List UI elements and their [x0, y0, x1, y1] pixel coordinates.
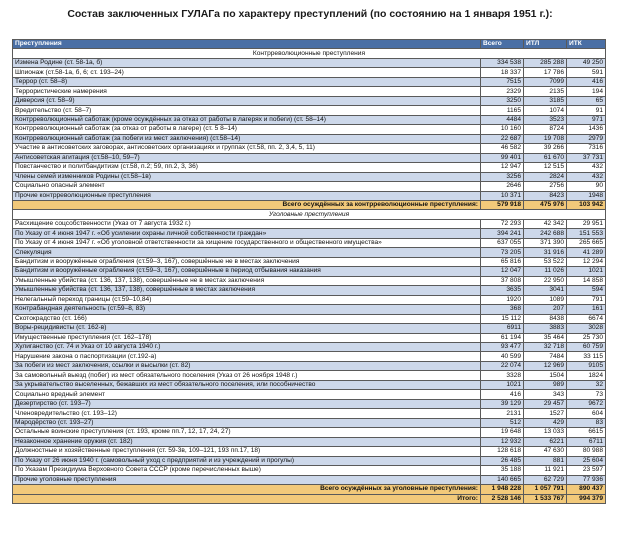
total-value: 4484 [481, 115, 524, 124]
crime-label: Нарушение закона о паспортизации (ст.192-а) [13, 352, 481, 361]
crime-label: Спекуляция [13, 248, 481, 257]
table-row [13, 125, 606, 134]
itk-value: 25 604 [567, 456, 606, 465]
total-value: 3635 [481, 286, 524, 295]
itl-value: 19 708 [524, 134, 567, 143]
itl-value: 371 390 [524, 238, 567, 247]
itl-value: 285 288 [524, 58, 567, 67]
total-value: 37 808 [481, 276, 524, 285]
table-row [13, 153, 606, 162]
itl-value: 42 342 [524, 219, 567, 228]
crime-label: Террор (ст. 58–8) [13, 77, 481, 86]
total-value: Всего [481, 40, 524, 49]
crime-label: Расхищение соцсобственности (Указ от 7 августа 1932 г.) [13, 219, 481, 228]
table-row [13, 409, 606, 418]
itk-value: 32 [567, 380, 606, 389]
itk-value: 103 942 [567, 200, 606, 209]
crime-label: Нелегальный переход границы (ст.59–10,84) [13, 295, 481, 304]
table-row [13, 418, 606, 427]
itk-value: 77 936 [567, 475, 606, 484]
crime-label: Прочие контрреволюционные преступления [13, 191, 481, 200]
itl-value: 1504 [524, 371, 567, 380]
itl-value: 22 950 [524, 276, 567, 285]
itl-value: 2756 [524, 182, 567, 191]
table-row [13, 428, 606, 437]
total-value: 579 918 [481, 200, 524, 209]
total-value: 7515 [481, 77, 524, 86]
total-value: 128 618 [481, 447, 524, 456]
total-value: 39 129 [481, 399, 524, 408]
total-value: 2646 [481, 182, 524, 191]
itk-value: 791 [567, 295, 606, 304]
table-row [13, 134, 606, 143]
section-counterrevolutionary [13, 49, 606, 58]
itk-value: 1021 [567, 267, 606, 276]
total-value: 40 599 [481, 352, 524, 361]
crime-label: Вредительство (ст. 58–7) [13, 106, 481, 115]
total-value: 46 582 [481, 144, 524, 153]
itk-value: 65 [567, 96, 606, 105]
itl-value: 8423 [524, 191, 567, 200]
itl-value: 881 [524, 456, 567, 465]
itl-value: 11 026 [524, 267, 567, 276]
itk-value: 29 951 [567, 219, 606, 228]
itl-value: 2824 [524, 172, 567, 181]
itl-value: 35 464 [524, 333, 567, 342]
crime-label: Имущественные преступления (ст. 162–178) [13, 333, 481, 342]
crimes-table [12, 39, 606, 504]
crime-label: Контрабандная деятельность (ст.59–8, 83) [13, 305, 481, 314]
total-value: 2131 [481, 409, 524, 418]
total-value: 1 948 228 [481, 485, 524, 494]
total-value: 2329 [481, 87, 524, 96]
crime-label: Остальные воинские преступления (ст. 193, кроме пп.7, 12, 17, 24, 27) [13, 428, 481, 437]
total-value: 12 947 [481, 163, 524, 172]
total-value: 35 188 [481, 466, 524, 475]
itl-value: 7099 [524, 77, 567, 86]
itk-value: 265 665 [567, 238, 606, 247]
itk-value: 890 437 [567, 485, 606, 494]
section-criminal [13, 210, 606, 219]
crime-label: Умышленные убийства (ст. 136, 137, 138), совершённые не в местах заключения [13, 276, 481, 285]
itl-value: 13 033 [524, 428, 567, 437]
itl-value: 429 [524, 418, 567, 427]
crime-label: Итого: [13, 494, 481, 503]
table-row [13, 447, 606, 456]
total-value: 18 337 [481, 68, 524, 77]
total-value: 61 194 [481, 333, 524, 342]
crime-label: По Указам Президиума Верховного Совета СССР (кроме перечисленных выше) [13, 466, 481, 475]
itl-value: 3883 [524, 324, 567, 333]
crime-label: Социально опасный элемент [13, 182, 481, 191]
crime-label: Должностные и хозяйственные преступления (ст. 59-3в, 109–121, 193 пп.17, 18) [13, 447, 481, 456]
table-row [13, 267, 606, 276]
crime-label: Всего осуждённых за уголовные преступления: [13, 485, 481, 494]
total-value: 22 074 [481, 361, 524, 370]
crime-label: Членовредительство (ст. 193–12) [13, 409, 481, 418]
itk-value: 91 [567, 106, 606, 115]
table-row [13, 229, 606, 238]
table-row [13, 68, 606, 77]
itk-value: 14 858 [567, 276, 606, 285]
itk-value: 1824 [567, 371, 606, 380]
itl-value: 7484 [524, 352, 567, 361]
grand-total-row [13, 494, 606, 503]
total-value: 3256 [481, 172, 524, 181]
itk-value: 594 [567, 286, 606, 295]
total-value: 22 687 [481, 134, 524, 143]
table-header [13, 40, 606, 49]
total-value: 65 816 [481, 257, 524, 266]
total-value: 12 047 [481, 267, 524, 276]
itl-value: 8724 [524, 125, 567, 134]
table-row [13, 466, 606, 475]
table-row [13, 352, 606, 361]
table-row [13, 257, 606, 266]
itl-value: 12 969 [524, 361, 567, 370]
table-row [13, 324, 606, 333]
total-value: 12 932 [481, 437, 524, 446]
itl-value: 11 921 [524, 466, 567, 475]
itk-value: 604 [567, 409, 606, 418]
itk-value: 1948 [567, 191, 606, 200]
total-value: 140 665 [481, 475, 524, 484]
itk-value: 1436 [567, 125, 606, 134]
total-value: 72 293 [481, 219, 524, 228]
itl-value: 3523 [524, 115, 567, 124]
table-row [13, 58, 606, 67]
itk-value: 73 [567, 390, 606, 399]
section-heading: Уголовные преступления [13, 210, 606, 219]
total-value: 93 477 [481, 343, 524, 352]
itl-value: 39 266 [524, 144, 567, 153]
table-row [13, 286, 606, 295]
itk-value: ИТК [567, 40, 606, 49]
crime-label: По Указу от 4 июня 1947 г. «Об уголовной ответственности за хищение государственного и общественного имущества» [13, 238, 481, 247]
table-row [13, 456, 606, 465]
itk-value: 83 [567, 418, 606, 427]
table-row [13, 305, 606, 314]
table-row [13, 333, 606, 342]
itl-value: 61 670 [524, 153, 567, 162]
table-row [13, 77, 606, 86]
itk-value: 90 [567, 182, 606, 191]
total-value: 334 538 [481, 58, 524, 67]
page-title: Состав заключенных ГУЛАГа по характеру преступлений (по состоянию на 1 января 1951 г.): [67, 8, 553, 20]
crime-label: Скотокрадство (ст. 166) [13, 314, 481, 323]
itl-value: 12 515 [524, 163, 567, 172]
itl-value: 207 [524, 305, 567, 314]
itl-value: 1 533 767 [524, 494, 567, 503]
table-row [13, 295, 606, 304]
crime-label: Бандитизм и вооружённые ограбления (ст.59–3, 167), совершённые не в местах заключения [13, 257, 481, 266]
crime-label: За самовольный выезд (побег) из мест обязательного поселения (Указ от 26 ноября 1948 г.) [13, 371, 481, 380]
itk-value: 37 731 [567, 153, 606, 162]
itk-value: 60 759 [567, 343, 606, 352]
crime-label: По Указу от 26 июня 1940 г. (самовольный уход с предприятий и из учреждений и прогулы) [13, 456, 481, 465]
total-value: 6911 [481, 324, 524, 333]
crime-label: Всего осуждённых за контрреволюционные преступления: [13, 200, 481, 209]
itl-value: 1 057 791 [524, 485, 567, 494]
table-row [13, 144, 606, 153]
table-row [13, 106, 606, 115]
itk-value: 194 [567, 87, 606, 96]
total-value: 10 371 [481, 191, 524, 200]
table-row [13, 238, 606, 247]
itk-value: 12 294 [567, 257, 606, 266]
table-row [13, 172, 606, 181]
itl-value: 242 688 [524, 229, 567, 238]
itl-value: 3185 [524, 96, 567, 105]
crime-label: Дезертирство (ст. 193–7) [13, 399, 481, 408]
itk-value: 49 250 [567, 58, 606, 67]
table-row [13, 182, 606, 191]
itl-value: 3041 [524, 286, 567, 295]
table-row [13, 437, 606, 446]
crime-label: Мародёрство (ст. 193–27) [13, 418, 481, 427]
crime-label: Контрреволюционный саботаж (кроме осуждённых за отказ от работы в лагерях и побеги) (ст. 58–14) [13, 115, 481, 124]
itk-value: 3028 [567, 324, 606, 333]
itk-value: 432 [567, 163, 606, 172]
total-value: 99 401 [481, 153, 524, 162]
total-value: 26 485 [481, 456, 524, 465]
itk-value: 151 553 [567, 229, 606, 238]
total-value: 19 648 [481, 428, 524, 437]
total-value: 1920 [481, 295, 524, 304]
total-value: 3328 [481, 371, 524, 380]
itl-value: 31 916 [524, 248, 567, 257]
table-row [13, 361, 606, 370]
table-row [13, 96, 606, 105]
crime-label: Умышленные убийства (ст. 136, 137, 138), совершённые в местах заключения [13, 286, 481, 295]
crime-label: Контрреволюционный саботаж (за отказ от работы в лагере) (ст. 5 8–14) [13, 125, 481, 134]
itk-value: 6711 [567, 437, 606, 446]
total-value: 394 241 [481, 229, 524, 238]
section-heading: Контрреволюционные преступления [13, 49, 606, 58]
crime-label: Повстанчество и политбандитизм (ст.58, п.2; 59, пп.2, 3, 36) [13, 163, 481, 172]
total-value: 2 528 146 [481, 494, 524, 503]
itk-value: 9672 [567, 399, 606, 408]
itk-value: 2979 [567, 134, 606, 143]
total-value: 1021 [481, 380, 524, 389]
crime-label: Участие в антисоветских заговорах, антисоветских организациях и группах (ст.58, пп. 2, 3,4, 5, 11) [13, 144, 481, 153]
table-row [13, 390, 606, 399]
crime-label: Воры-рецидивисты (ст. 162-в) [13, 324, 481, 333]
table-row [13, 191, 606, 200]
crime-label: Социально вредный элемент [13, 390, 481, 399]
table-row [13, 87, 606, 96]
table-row [13, 314, 606, 323]
itk-value: 432 [567, 172, 606, 181]
itl-value: 1074 [524, 106, 567, 115]
itk-value: 80 988 [567, 447, 606, 456]
itl-value: 53 522 [524, 257, 567, 266]
crime-label: Прочие уголовные преступления [13, 475, 481, 484]
itk-value: 25 730 [567, 333, 606, 342]
itl-value: 62 729 [524, 475, 567, 484]
total-value: 15 112 [481, 314, 524, 323]
subtotal-row [13, 485, 606, 494]
itk-value: 971 [567, 115, 606, 124]
itk-value: 161 [567, 305, 606, 314]
subtotal-row [13, 200, 606, 209]
total-value: 3250 [481, 96, 524, 105]
table-row [13, 163, 606, 172]
crime-label: Члены семей изменников Родины (ст.58–1в) [13, 172, 481, 181]
table-row [13, 248, 606, 257]
itl-value: 2135 [524, 87, 567, 96]
table-row [13, 343, 606, 352]
total-value: 637 055 [481, 238, 524, 247]
itl-value: 17 786 [524, 68, 567, 77]
crime-label: Бандитизм и вооружённые ограбления (ст.59–3, 167), совершённые в период отбывания наказания [13, 267, 481, 276]
crime-label: Преступления [13, 40, 481, 49]
itl-value: 6221 [524, 437, 567, 446]
table-row [13, 115, 606, 124]
crime-label: Диверсия (ст. 58–9) [13, 96, 481, 105]
total-value: 512 [481, 418, 524, 427]
itl-value: 1527 [524, 409, 567, 418]
crime-label: Незаконное хранение оружия (ст. 182) [13, 437, 481, 446]
itl-value: 989 [524, 380, 567, 389]
crime-label: За побеги из мест заключения, ссылки и высылки (ст. 82) [13, 361, 481, 370]
itk-value: 416 [567, 77, 606, 86]
itk-value: 6674 [567, 314, 606, 323]
itk-value: 7316 [567, 144, 606, 153]
total-value: 416 [481, 390, 524, 399]
itk-value: 23 597 [567, 466, 606, 475]
itk-value: 41 289 [567, 248, 606, 257]
itk-value: 591 [567, 68, 606, 77]
itl-value: ИТЛ [524, 40, 567, 49]
itk-value: 33 115 [567, 352, 606, 361]
itl-value: 8438 [524, 314, 567, 323]
crime-label: Хулиганство (ст. 74 и Указ от 10 августа 1940 г.) [13, 343, 481, 352]
table-row [13, 380, 606, 389]
table-row [13, 276, 606, 285]
itk-value: 6615 [567, 428, 606, 437]
crime-label: Контрреволюционный саботаж (за побеги из мест заключения) (ст.58–14) [13, 134, 481, 143]
crime-label: Террористические намерения [13, 87, 481, 96]
itl-value: 475 976 [524, 200, 567, 209]
itk-value: 994 379 [567, 494, 606, 503]
table-row [13, 399, 606, 408]
itk-value: 9105 [567, 361, 606, 370]
table-row [13, 371, 606, 380]
total-value: 1165 [481, 106, 524, 115]
table-row [13, 475, 606, 484]
total-value: 368 [481, 305, 524, 314]
itl-value: 1089 [524, 295, 567, 304]
crime-label: За укрывательство выселенных, бежавших из мест обязательного поселения, или пособничество [13, 380, 481, 389]
table-row [13, 219, 606, 228]
total-value: 73 205 [481, 248, 524, 257]
itl-value: 32 718 [524, 343, 567, 352]
itl-value: 29 457 [524, 399, 567, 408]
itl-value: 47 630 [524, 447, 567, 456]
crime-label: Измена Родине (ст. 58-1а, б) [13, 58, 481, 67]
crime-label: По Указу от 4 июня 1947 г. «Об усилении охраны личной собственности граждан» [13, 229, 481, 238]
crime-label: Антисоветская агитация (ст.58–10, 59–7) [13, 153, 481, 162]
itl-value: 343 [524, 390, 567, 399]
crime-label: Шпионаж (ст.58-1а, б, 6; ст. 193–24) [13, 68, 481, 77]
total-value: 10 160 [481, 125, 524, 134]
